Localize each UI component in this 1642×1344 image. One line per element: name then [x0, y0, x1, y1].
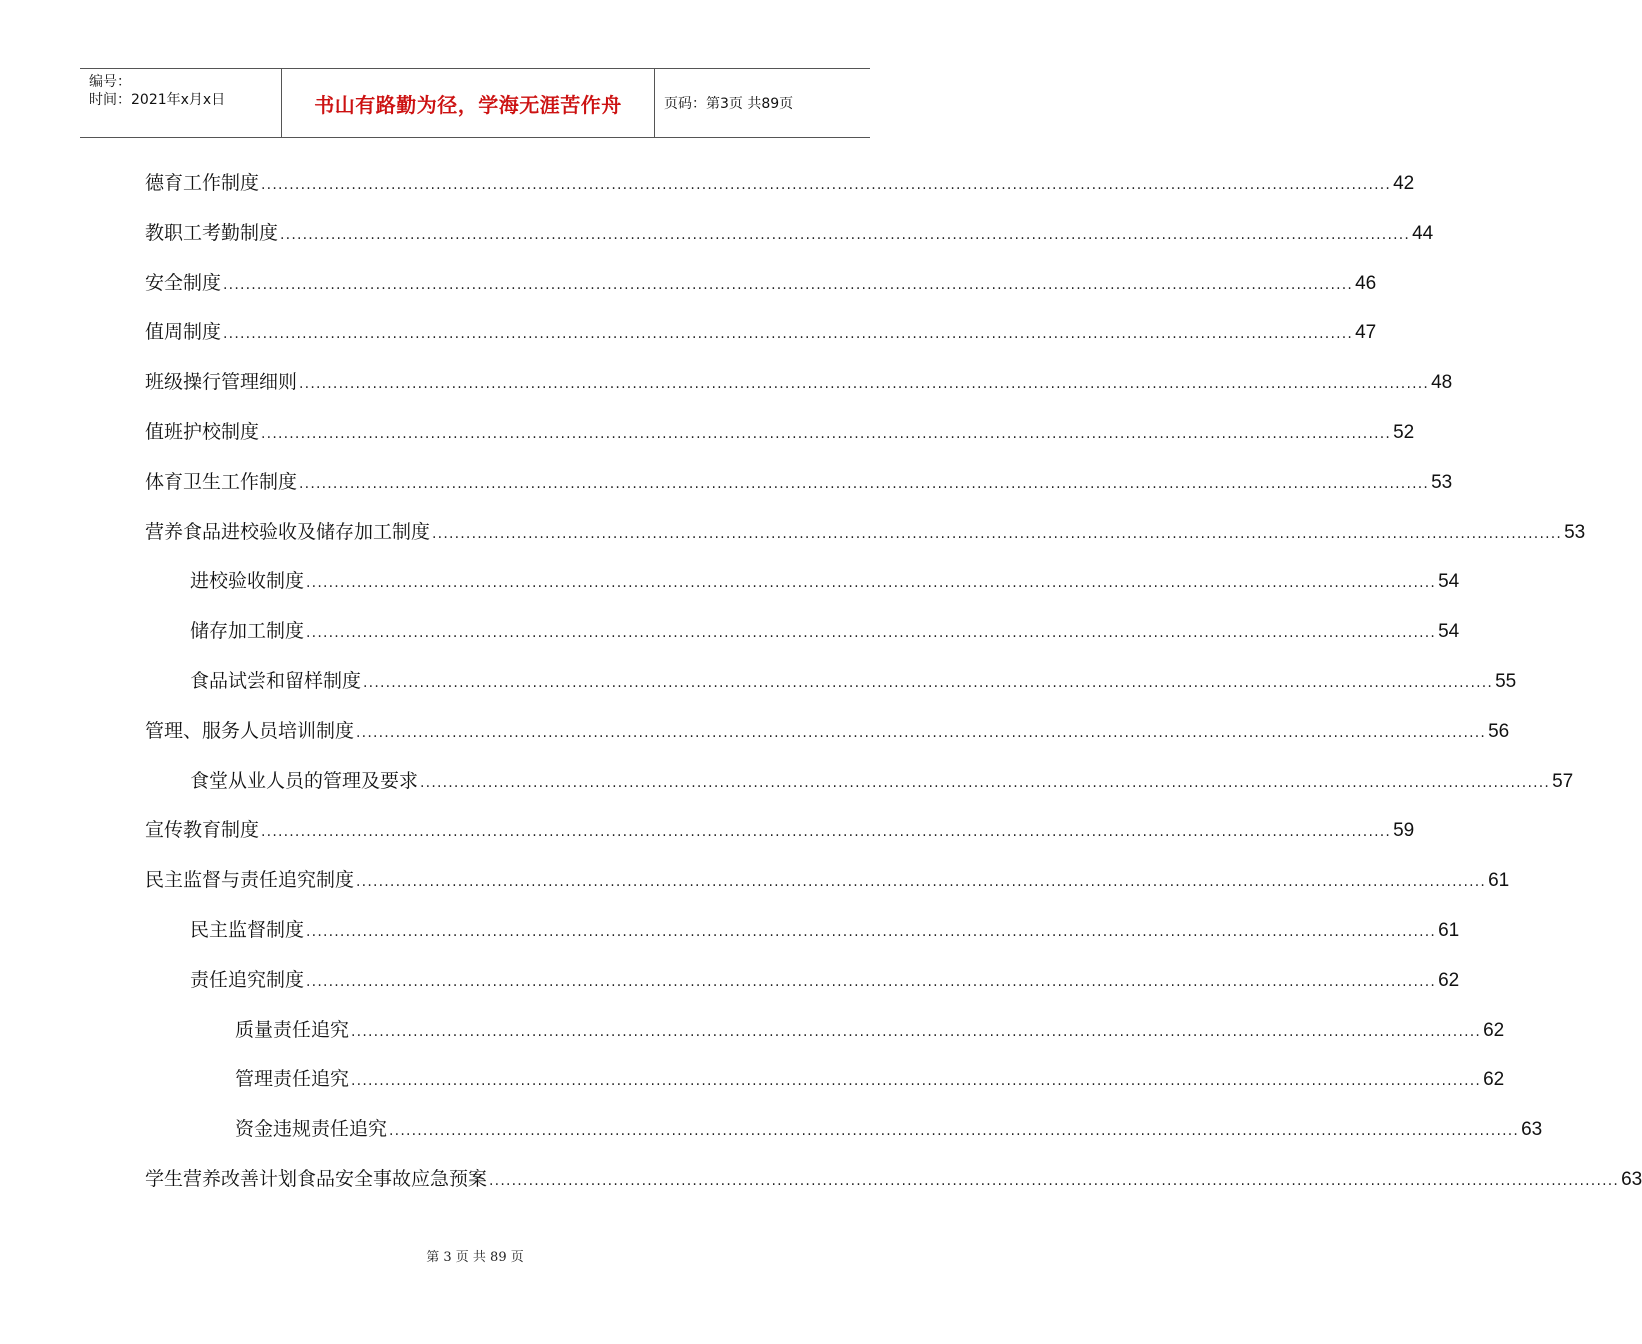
toc-entry[interactable]: [145, 467, 1453, 497]
toc-entry-page-number: 63: [1621, 1169, 1642, 1190]
toc-entry-title: 学生营养改善计划食品安全事故应急预案: [145, 1168, 488, 1190]
toc-entry-page-number: 46: [1355, 273, 1377, 294]
toc-entry-page-number: 55: [1495, 671, 1517, 692]
toc-dot-leader: ........................................................................................................................................................................................................: [306, 625, 1437, 641]
toc-entry-title: 进校验收制度: [190, 570, 305, 592]
toc-entry[interactable]: [190, 616, 1460, 646]
toc-entry-page-number: 44: [1412, 223, 1434, 244]
toc-entry-title: 管理、服务人员培训制度: [145, 720, 355, 742]
toc-entry[interactable]: [145, 1164, 1642, 1194]
toc-entry[interactable]: [145, 218, 1434, 248]
toc-dot-leader: ........................................................................................................................................................................................................: [356, 725, 1487, 741]
toc-entry-title: 民主监督与责任追究制度: [145, 869, 355, 891]
toc-entry[interactable]: [190, 915, 1460, 945]
toc-entry-page-number: 53: [1564, 522, 1586, 543]
toc-dot-leader: ........................................................................................................................................................................................................: [489, 1173, 1620, 1189]
toc-dot-leader: ........................................................................................................................................................................................................: [223, 277, 1354, 293]
toc-entry-title: 安全制度: [145, 272, 222, 294]
header-page-info: 页码：第3页 共89页: [664, 96, 794, 112]
toc-entry-page-number: 56: [1488, 721, 1510, 742]
toc-dot-leader: ........................................................................................................................................................................................................: [432, 526, 1563, 542]
toc-dot-leader: ........................................................................................................................................................................................................: [351, 1024, 1482, 1040]
toc-entry-page-number: 59: [1393, 820, 1415, 841]
toc-entry[interactable]: [235, 1114, 1543, 1144]
toc-entry[interactable]: [145, 168, 1415, 198]
toc-entry[interactable]: [145, 517, 1586, 547]
page-footer: 第 3 页 共 89 页: [426, 1250, 524, 1265]
toc-dot-leader: ........................................................................................................................................................................................................: [223, 326, 1354, 342]
toc-entry[interactable]: [145, 268, 1377, 298]
toc-entry[interactable]: [190, 666, 1517, 696]
toc-entry-page-number: 42: [1393, 173, 1415, 194]
toc-entry-page-number: 61: [1438, 920, 1460, 941]
toc-entry-title: 德育工作制度: [145, 172, 260, 194]
toc-entry-page-number: 48: [1431, 372, 1453, 393]
toc-entry-title: 民主监督制度: [190, 919, 305, 941]
toc-entry-page-number: 52: [1393, 422, 1415, 443]
toc-entry-title: 教职工考勤制度: [145, 222, 279, 244]
toc-dot-leader: ........................................................................................................................................................................................................: [261, 426, 1392, 442]
toc-entry-title: 宣传教育制度: [145, 819, 260, 841]
header-motto: 书山有路勤为径，学海无涯苦作舟: [314, 92, 622, 117]
toc-entry[interactable]: [190, 766, 1574, 796]
toc-entry-page-number: 62: [1483, 1069, 1505, 1090]
toc-dot-leader: ........................................................................................................................................................................................................: [306, 974, 1437, 990]
toc-entry[interactable]: [235, 1064, 1505, 1094]
toc-entry-title: 食堂从业人员的管理及要求: [190, 770, 419, 792]
toc-dot-leader: ........................................................................................................................................................................................................: [280, 227, 1411, 243]
toc-dot-leader: ........................................................................................................................................................................................................: [261, 824, 1392, 840]
toc-dot-leader: ........................................................................................................................................................................................................: [356, 874, 1487, 890]
toc-entry-title: 储存加工制度: [190, 620, 305, 642]
toc-dot-leader: ........................................................................................................................................................................................................: [299, 476, 1430, 492]
toc-entry[interactable]: [145, 716, 1510, 746]
toc-entry-page-number: 62: [1483, 1020, 1505, 1041]
document-time-label: 时间：2021年x月x日: [89, 92, 226, 108]
toc-entry[interactable]: [145, 317, 1377, 347]
toc-entry[interactable]: [190, 566, 1460, 596]
toc-entry[interactable]: [145, 417, 1415, 447]
toc-entry-page-number: 57: [1552, 771, 1574, 792]
toc-entry-title: 体育卫生工作制度: [145, 471, 298, 493]
toc-entry-title: 责任追究制度: [190, 969, 305, 991]
toc-entry-page-number: 63: [1521, 1119, 1543, 1140]
toc-entry-page-number: 54: [1438, 571, 1460, 592]
toc-dot-leader: ........................................................................................................................................................................................................: [299, 376, 1430, 392]
toc-entry-page-number: 62: [1438, 970, 1460, 991]
toc-entry-page-number: 61: [1488, 870, 1510, 891]
toc-entry[interactable]: [145, 865, 1510, 895]
header-meta-cell: [80, 69, 282, 137]
toc-entry-title: 食品试尝和留样制度: [190, 670, 362, 692]
toc-entry-title: 班级操行管理细则: [145, 371, 298, 393]
toc-entry-title: 管理责任追究: [235, 1068, 350, 1090]
page-header: [80, 68, 870, 138]
toc-entry-title: 营养食品进校验收及储存加工制度: [145, 521, 431, 543]
toc-dot-leader: ........................................................................................................................................................................................................: [261, 177, 1392, 193]
header-motto-cell: [282, 69, 655, 137]
toc-dot-leader: ........................................................................................................................................................................................................: [306, 924, 1437, 940]
toc-entry[interactable]: [145, 367, 1453, 397]
toc-entry[interactable]: [235, 1015, 1505, 1045]
toc-dot-leader: ........................................................................................................................................................................................................: [389, 1123, 1520, 1139]
toc-dot-leader: ........................................................................................................................................................................................................: [306, 575, 1437, 591]
toc-entry-title: 质量责任追究: [235, 1019, 350, 1041]
toc-dot-leader: ........................................................................................................................................................................................................: [351, 1073, 1482, 1089]
toc-entry-title: 值周制度: [145, 321, 222, 343]
toc-entry-page-number: 53: [1431, 472, 1453, 493]
toc-entry-title: 值班护校制度: [145, 421, 260, 443]
toc-entry[interactable]: [145, 815, 1415, 845]
toc-dot-leader: ........................................................................................................................................................................................................: [363, 675, 1494, 691]
toc-dot-leader: ........................................................................................................................................................................................................: [420, 775, 1551, 791]
toc-entry-title: 资金违规责任追究: [235, 1118, 388, 1140]
toc-entry-page-number: 54: [1438, 621, 1460, 642]
toc-entry[interactable]: [190, 965, 1460, 995]
header-page-cell: [655, 69, 870, 137]
document-number-label: 编号：: [89, 74, 131, 90]
toc-entry-page-number: 47: [1355, 322, 1377, 343]
